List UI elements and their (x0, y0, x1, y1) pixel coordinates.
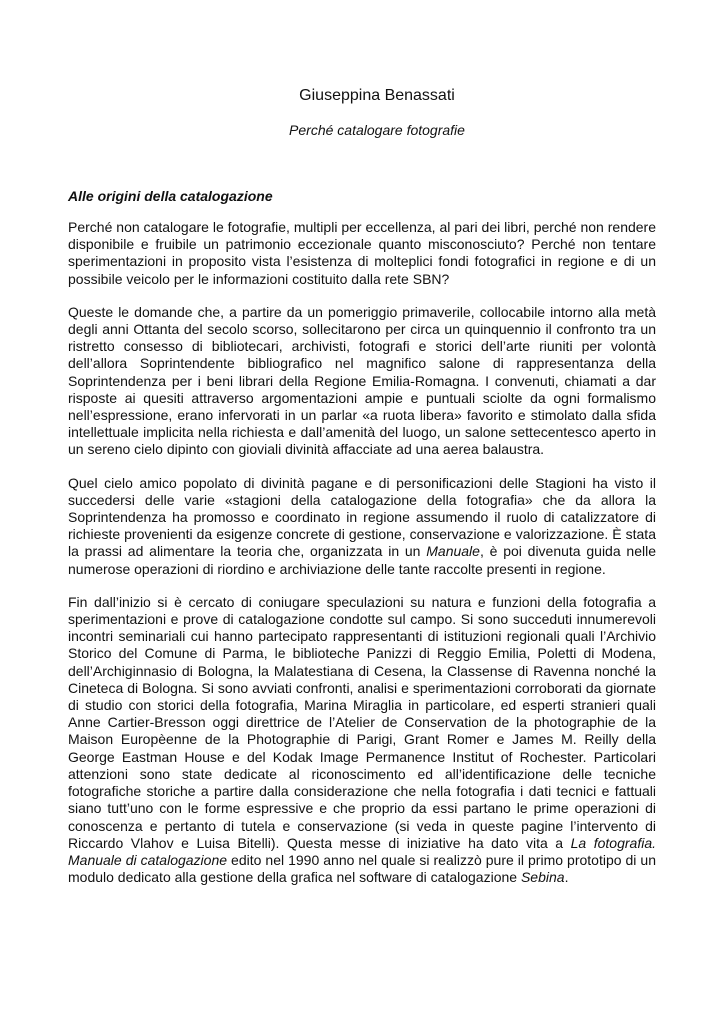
paragraph-3-text-b: , è poi divenuta guida nelle numerose operazioni di riordino e archiviazione delle tante raccolte presenti in regione. (68, 543, 656, 577)
paragraph-4 (68, 594, 656, 886)
paragraph-4-text-a: Fin dall’inizio si è cercato di coniugare speculazioni su natura e funzioni della fotografia a sperimentazioni e prove di catalogazione condotte sul campo. Si sono succeduti innumerevoli incontri seminariali cui hanno partecipato rappresentanti di istituzioni regionali quali l’Archivio Storico del Comune di Parma, le biblioteche Panizzi di Reggio Emilia, Poletti di Modena, dell’Archiginnasio di Bologna, la Malatestiana di Cesena, la Classense di Ravenna nonché la Cineteca di Bologna. Si sono avviati confronti, analisi e sperimentazioni corroborati da giornate di studio con storici della fotografia, Marina Miraglia in particolare, ed esperti stranieri quali Anne Cartier-Bresson oggi direttrice de l’Atelier de Conservation de la photographie de la Maison Europèenne de la Photographie di Parigi, Grant Romer e James M. Reilly della George Eastman House e del Kodak Image Permanence Institut of Rochester. Particolari attenzioni sono state dedicate al riconoscimento ed all’identificazione delle tecniche fotografiche storiche a partire dalla considerazione che nella fotografia i dati tecnici e fattuali siano tutt’uno con le forme espressive e che proprio da essi partano le prime operazioni di conoscenza e pertanto di tutela e conservazione (si veda in queste pagine l’intervento di Riccardo Vlahov e Luisa Bitelli). Questa messe di iniziative ha dato vita a (68, 593, 656, 851)
paragraph-4-software-name: Sebina (520, 869, 565, 886)
paragraph-3-text-a: Quel cielo amico popolato di divinità pagane e di personificazioni delle Stagioni ha visto il succedersi delle varie «stagioni della catalogazione della fotografia» che da allora la Soprintendenza ha promosso e coordinato in regione assumendo il ruolo di catalizzatore di richieste provenienti da esigenze concrete di gestione, conservazione e valorizzazione. È stata la prassi ad alimentare la teoria che, organizzata in un (68, 474, 656, 560)
paragraph-3-emphasis: Manuale (426, 543, 480, 560)
document-page (68, 86, 656, 902)
paragraph-4-text-b: edito nel 1990 anno nel quale si realizzò pure il primo prototipo di un modulo dedicato alla gestione della grafica nel software di catalogazione (68, 851, 656, 886)
paragraph-2 (68, 304, 656, 459)
paragraph-2-text: Queste le domande che, a partire da un pomeriggio primaverile, collocabile intorno alla metà degli anni Ottanta del secolo scorso, sollecitarono per circa un quinquennio il confronto tra un ristretto consesso di bibliotecari, archivisti, fotografi e storici dell’arte riuniti per volontà dell’allora Soprintendente bibliografico nel magnifico salone di rappresentanza della Soprintendenza per i beni librari della Regione Emilia-Romagna. I convenuti, chiamati a dar risposte ai quesiti attraverso argomentazioni ampie e puntuali sciolte da ogni formalismo nell’espressione, erano infervorati in un parlar «a ruota libera» favorito e stimolato dalla sfida intellettuale implicita nella richiesta e dall’amenità del luogo, un salone settecentesco aperto in un sereno cielo dipinto con gioviali divinità affacciate ad una aerea balaustra. (68, 303, 656, 458)
paragraph-4-book-title: La fotografia. Manuale di catalogazione (68, 834, 656, 868)
paragraph-3 (68, 475, 656, 578)
document-subtitle: Perché catalogare fotografie (289, 122, 465, 138)
paragraph-1-text: Perché non catalogare le fotografie, multipli per eccellenza, al pari dei libri, perché non rendere disponibile e fruibile un patrimonio eccezionale quanto misconosciuto? Perché non tentare sperimentazioni in proposito vista l’esistenza di molteplici fondi fotografici in regione e di un possibile veicolo per le informazioni costituito dalla rete SBN? (68, 219, 656, 287)
paragraph-4-text-c: . (564, 869, 569, 886)
paragraph-1 (68, 219, 656, 288)
section-heading: Alle origini della catalogazione (68, 188, 273, 204)
author-name: Giuseppina Benassati (299, 87, 455, 104)
